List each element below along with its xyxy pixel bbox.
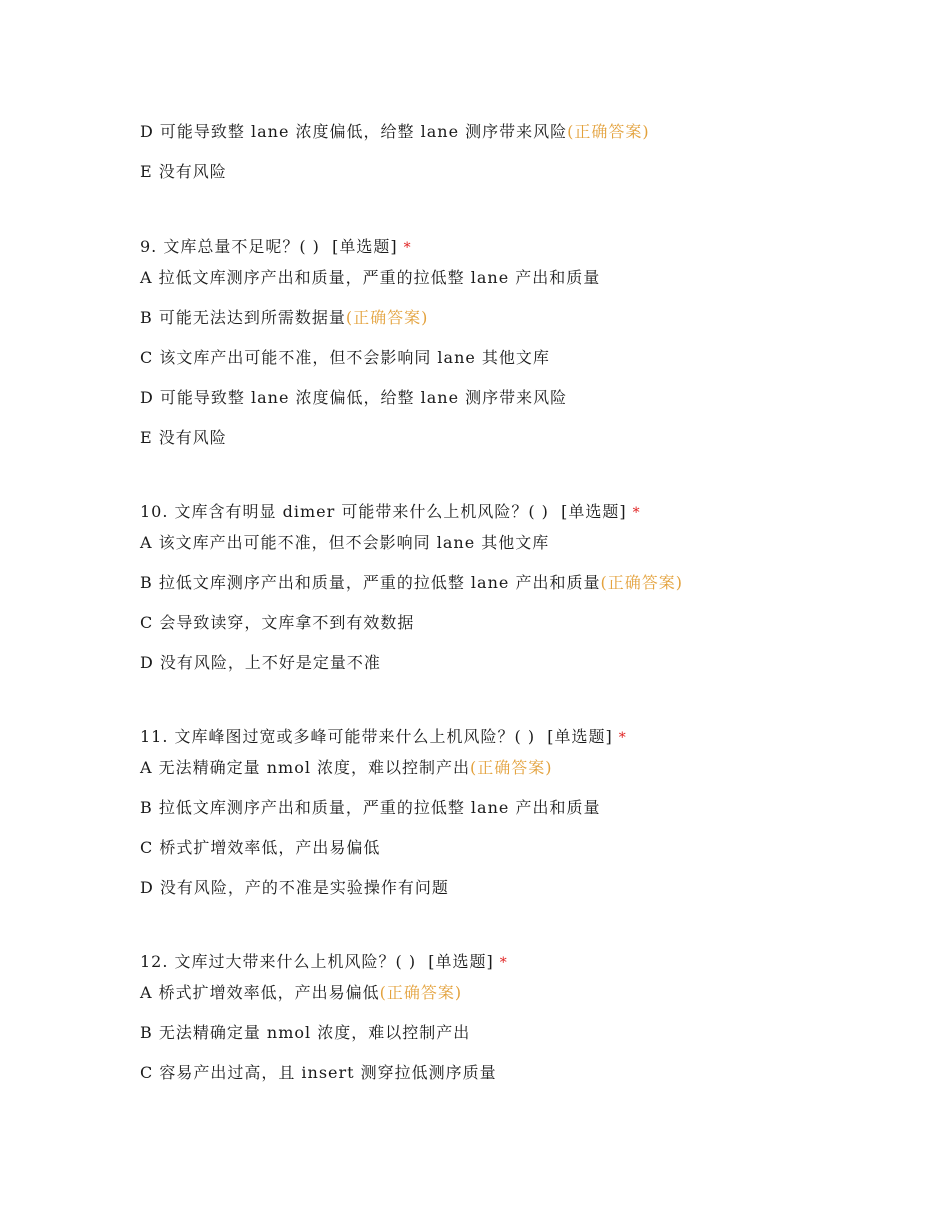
option-q9-c: C 该文库产出可能不准，但不会影响同 lane 其他文库 [140,348,550,367]
correct-answer-tag: (正确答案) [567,122,650,141]
question-title-10: 10. 文库含有明显 dimer 可能带来什么上机风险？( ) [单选题] * [140,502,641,521]
correct-answer-tag: (正确答案) [600,573,683,592]
option-q9-b: B 可能无法达到所需数据量(正确答案) [140,308,429,327]
required-icon: * [632,505,641,521]
option-q9-a: A 拉低文库测序产出和质量，严重的拉低整 lane 产出和质量 [140,268,601,287]
option-q10-a: A 该文库产出可能不准，但不会影响同 lane 其他文库 [140,533,550,552]
option-q10-d: D 没有风险，上不好是定量不准 [140,653,381,672]
option-q12-a: A 桥式扩增效率低，产出易偏低(正确答案) [140,983,463,1002]
option-q8-d: D 可能导致整 lane 浓度偏低，给整 lane 测序带来风险(正确答案) [140,122,650,141]
option-q10-b: B 拉低文库测序产出和质量，严重的拉低整 lane 产出和质量(正确答案) [140,573,683,592]
question-title-11: 11. 文库峰图过宽或多峰可能带来什么上机风险？( ) [单选题] * [140,727,627,746]
option-q9-d: D 可能导致整 lane 浓度偏低，给整 lane 测序带来风险 [140,388,568,407]
option-q11-c: C 桥式扩增效率低，产出易偏低 [140,838,381,857]
question-type-label: [单选题] [561,502,627,521]
option-q11-b: B 拉低文库测序产出和质量，严重的拉低整 lane 产出和质量 [140,798,601,817]
question-type-label: [单选题] [332,237,398,256]
required-icon: * [403,240,412,256]
question-type-label: [单选题] [547,727,613,746]
required-icon: * [618,730,627,746]
option-q9-e: E 没有风险 [140,428,227,447]
option-q12-c: C 容易产出过高，且 insert 测穿拉低测序质量 [140,1063,497,1082]
option-q10-c: C 会导致读穿，文库拿不到有效数据 [140,613,415,632]
option-q11-d: D 没有风险，产的不准是实验操作有问题 [140,878,449,897]
correct-answer-tag: (正确答案) [345,308,429,327]
question-title-12: 12. 文库过大带来什么上机风险？( ) [单选题] * [140,952,508,971]
correct-answer-tag: (正确答案) [379,983,463,1002]
correct-answer-tag: (正确答案) [470,758,553,777]
question-title-9: 9. 文库总量不足呢？( ) [单选题] * [140,237,412,256]
question-type-label: [单选题] [428,952,494,971]
option-q8-e: E 没有风险 [140,162,227,181]
required-icon: * [499,955,508,971]
option-q11-a: A 无法精确定量 nmol 浓度，难以控制产出(正确答案) [140,758,553,777]
option-q12-b: B 无法精确定量 nmol 浓度，难以控制产出 [140,1023,471,1042]
